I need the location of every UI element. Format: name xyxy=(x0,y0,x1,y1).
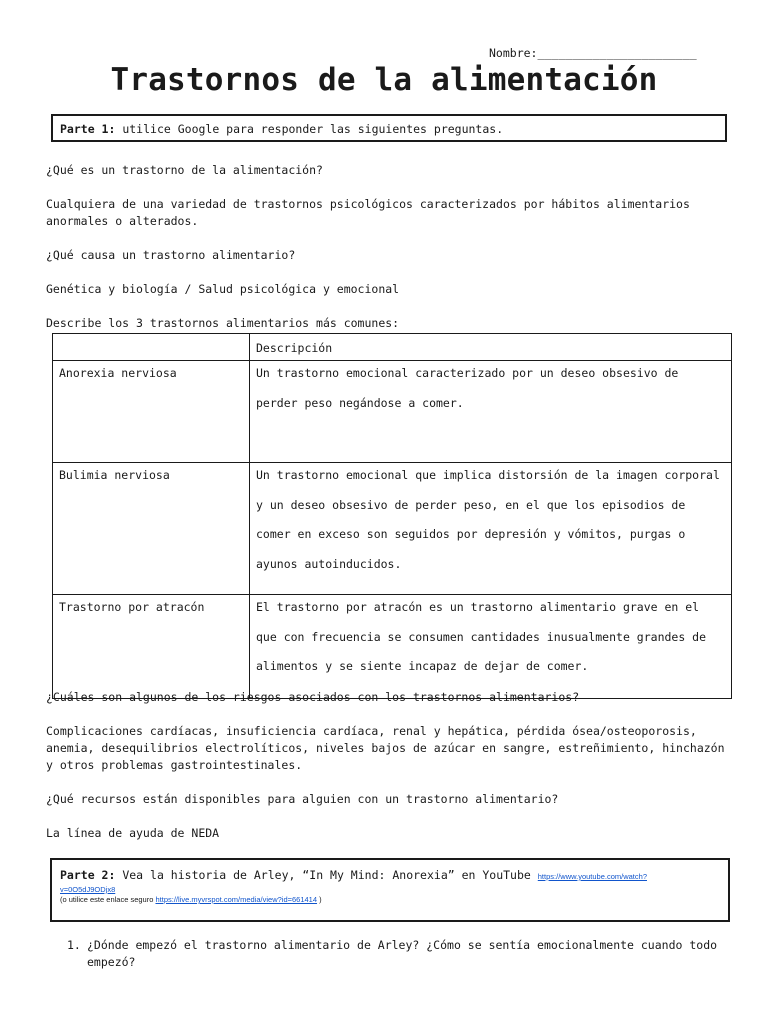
question-what-is: ¿Qué es un trastorno de la alimentación? xyxy=(46,163,323,177)
question-text: ¿Dónde empezó el trastorno alimentario de Arley? ¿Cómo se sentía emocionalmente cuando todo empezó? xyxy=(87,938,718,969)
question-causes: ¿Qué causa un trastorno alimentario? xyxy=(46,248,296,262)
answer-what-is: Cualquiera de una variedad de trastornos psicológicos caracterizados por hábitos alimentarios anormales o alterados. xyxy=(46,197,690,228)
table-header-description: Descripción xyxy=(250,334,732,361)
question-number: 1. xyxy=(67,938,81,952)
part1-instructions-box xyxy=(51,114,727,142)
alternate-link-suffix: ) xyxy=(319,895,322,904)
disorder-name: Bulimia nerviosa xyxy=(59,468,170,482)
disorder-name: Anorexia nerviosa xyxy=(59,366,177,380)
disorder-description: Un trastorno emocional caracterizado por un deseo obsesivo de perder peso negándose a comer. xyxy=(256,366,679,410)
table-header-row xyxy=(53,334,732,361)
disorder-description: El trastorno por atracón es un trastorno alimentario grave en el que con frecuencia se consumen cantidades inusualmente grandes de alimentos y se siente incapaz de dejar de comer. xyxy=(256,600,707,673)
part2-instructions-box xyxy=(50,858,730,922)
question-risks: ¿Cuáles son algunos de los riesgos asociados con los trastornos alimentarios? xyxy=(46,690,580,704)
part1-text: utilice Google para responder las siguientes preguntas. xyxy=(122,122,504,136)
disorder-description: Un trastorno emocional que implica distorsión de la imagen corporal y un deseo obsesivo de perder peso, en el que los episodios de comer en exceso son seguidos por depresión y vómitos, purgas o ayunos autoinducidos. xyxy=(256,468,720,571)
question-describe-three: Describe los 3 trastornos alimentarios más comunes: xyxy=(46,316,400,330)
question-resources: ¿Qué recursos están disponibles para alguien con un trastorno alimentario? xyxy=(46,792,559,806)
disorders-table xyxy=(52,333,732,699)
answer-risks: Complicaciones cardíacas, insuficiencia cardíaca, renal y hepática, pérdida ósea/osteoporosis, anemia, desequilibrios electrolíticos, niveles bajos de azúcar en sangre, estreñimiento, hinchazón y otros problemas gastrointestinales. xyxy=(46,724,725,772)
answer-causes: Genética y biología / Salud psicológica y emocional xyxy=(46,282,400,296)
answer-resources: La línea de ayuda de NEDA xyxy=(46,826,220,840)
part1-label: Parte 1: xyxy=(60,122,116,136)
name-field-label: Nombre:_______________________ xyxy=(489,46,697,60)
table-header-empty xyxy=(53,334,250,361)
part2-label: Parte 2: xyxy=(60,868,116,882)
numbered-question xyxy=(67,937,727,971)
myvrspot-link[interactable]: https://live.myvrspot.com/media/view?id=661414 xyxy=(155,895,318,904)
page-title: Trastornos de la alimentación xyxy=(110,62,658,98)
alternate-link-prefix: (o utilice este enlace seguro xyxy=(60,895,154,904)
table-row xyxy=(53,361,732,463)
youtube-link-part2[interactable]: v=0O5dJ9ODjx8 xyxy=(60,885,116,894)
youtube-link-part1[interactable]: https://www.youtube.com/watch? xyxy=(537,872,647,881)
disorder-name: Trastorno por atracón xyxy=(59,600,205,614)
table-row xyxy=(53,463,732,595)
table-row xyxy=(53,595,732,699)
part2-text: Vea la historia de Arley, “In My Mind: Anorexia” en YouTube xyxy=(122,868,531,882)
